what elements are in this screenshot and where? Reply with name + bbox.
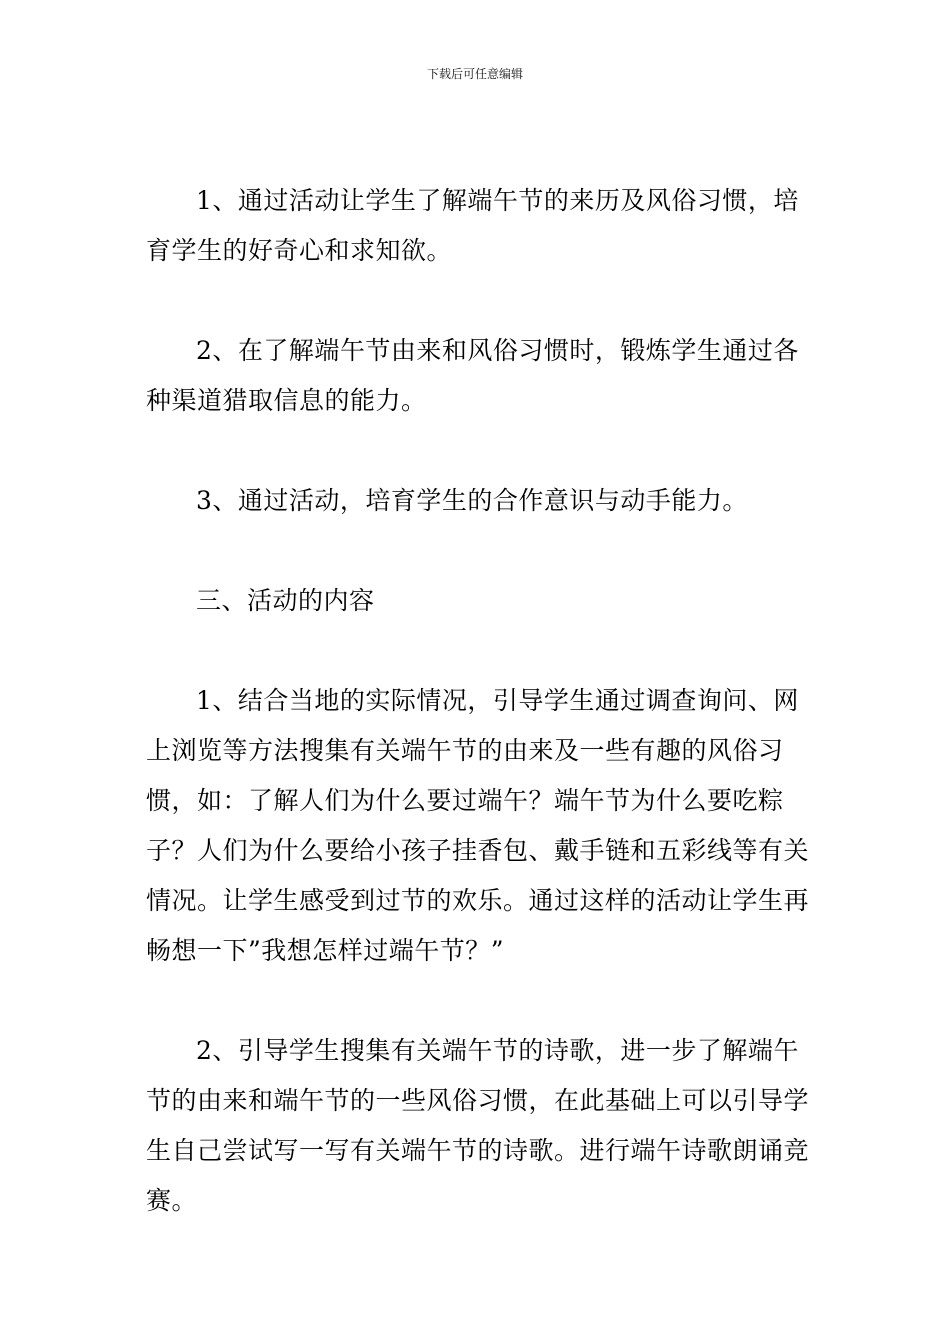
header-note: 下载后可任意编辑 [426, 67, 523, 81]
section-heading-activity-content: 三、活动的内容 [196, 586, 375, 615]
paragraph-objective-1: 1、通过活动让学生了解端午节的来历及风俗习惯，培育学生的好奇心和求知欲。 [146, 186, 799, 265]
paragraph-objective-2: 2、在了解端午节由来和风俗习惯时，锻炼学生通过各种渠道猎取信息的能力。 [146, 336, 799, 415]
document-body [146, 176, 810, 1226]
paragraph-content-1: 1、结合当地的实际情况，引导学生通过调查询问、网上浏览等方法搜集有关端午节的由来及一些有趣的风俗习惯，如：了解人们为什么要过端午？端午节为什么要吃粽子？人们为什么要给小孩子挂香包、戴手链和五彩线等有关情况。让学生感受到过节的欢乐。通过这样的活动让学生再畅想一下”我想怎样过端午节？” [146, 686, 810, 965]
paragraph-objective-3: 3、通过活动，培育学生的合作意识与动手能力。 [196, 486, 748, 515]
paragraph-content-2: 2、引导学生搜集有关端午节的诗歌，进一步了解端午节的由来和端午节的一些风俗习惯，在此基础上可以引导学生自己尝试写一写有关端午节的诗歌。进行端午诗歌朗诵竞赛。 [146, 1036, 810, 1215]
